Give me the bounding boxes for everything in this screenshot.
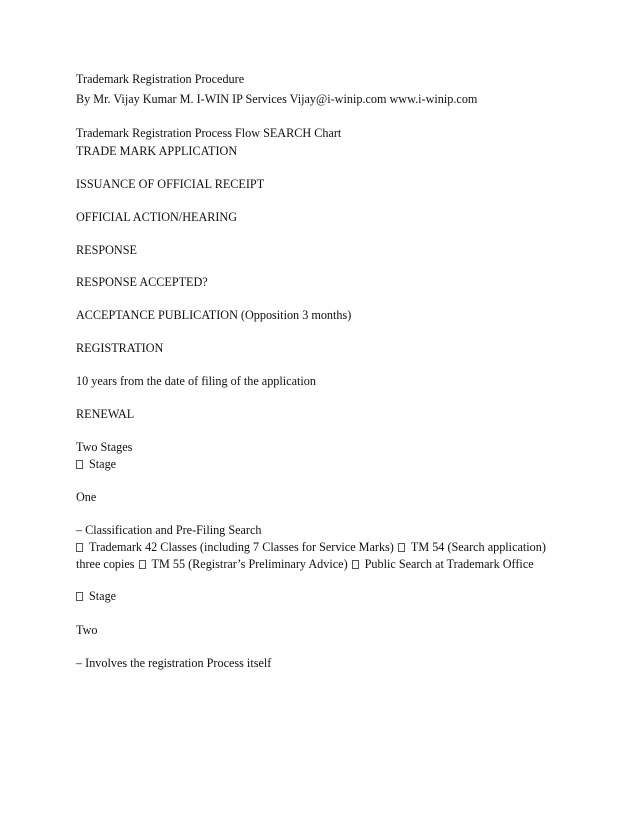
item-public-search: Public Search at Trademark Office [364, 557, 534, 571]
stages-heading: Two Stages [76, 440, 133, 454]
item-trademark-classes: Trademark 42 Classes (including 7 Classes for Service Marks) [89, 540, 394, 554]
flow-step-hearing: OFFICIAL ACTION/HEARING [76, 210, 238, 224]
missing-glyph-icon [76, 592, 83, 601]
flow-step-application: TRADE MARK APPLICATION [76, 144, 238, 158]
missing-glyph-icon [76, 460, 83, 469]
stage-one-items-line-1 [76, 539, 546, 555]
item-tm-54: TM 54 (Search application) [410, 540, 546, 554]
stage-label-text: Stage [89, 457, 117, 471]
stage-one-description: – Classification and Pre-Filing Search [76, 523, 262, 537]
stage-one-number: One [76, 490, 97, 504]
flow-step-validity: 10 years from the date of filing of the application [76, 374, 316, 388]
flow-step-response-accepted: RESPONSE ACCEPTED? [76, 275, 208, 289]
stage-two-description: – Involves the registration Process itself [76, 656, 272, 670]
item-tm-55: TM 55 (Registrar’s Preliminary Advice) [151, 557, 348, 571]
author-byline: By Mr. Vijay Kumar M. I-WIN IP Services Vijay@i-winip.com www.i-winip.com [76, 92, 478, 106]
stage-label-text: Stage [89, 589, 117, 603]
stage-one-label [76, 456, 116, 472]
missing-glyph-icon [139, 560, 146, 569]
missing-glyph-icon [352, 560, 359, 569]
flow-step-response: RESPONSE [76, 243, 137, 257]
stage-two-label [76, 588, 116, 604]
flow-step-publication: ACCEPTANCE PUBLICATION (Opposition 3 months) [76, 308, 352, 322]
stage-two-number: Two [76, 623, 98, 637]
flow-chart-heading: Trademark Registration Process Flow SEARCH Chart [76, 126, 342, 140]
missing-glyph-icon [398, 543, 405, 552]
item-three-copies: three copies [76, 557, 135, 571]
flow-step-registration: REGISTRATION [76, 341, 164, 355]
missing-glyph-icon [76, 543, 83, 552]
document-title: Trademark Registration Procedure [76, 72, 245, 86]
flow-step-renewal: RENEWAL [76, 407, 135, 421]
stage-one-items-line-2 [76, 556, 534, 572]
flow-step-receipt: ISSUANCE OF OFFICIAL RECEIPT [76, 177, 265, 191]
